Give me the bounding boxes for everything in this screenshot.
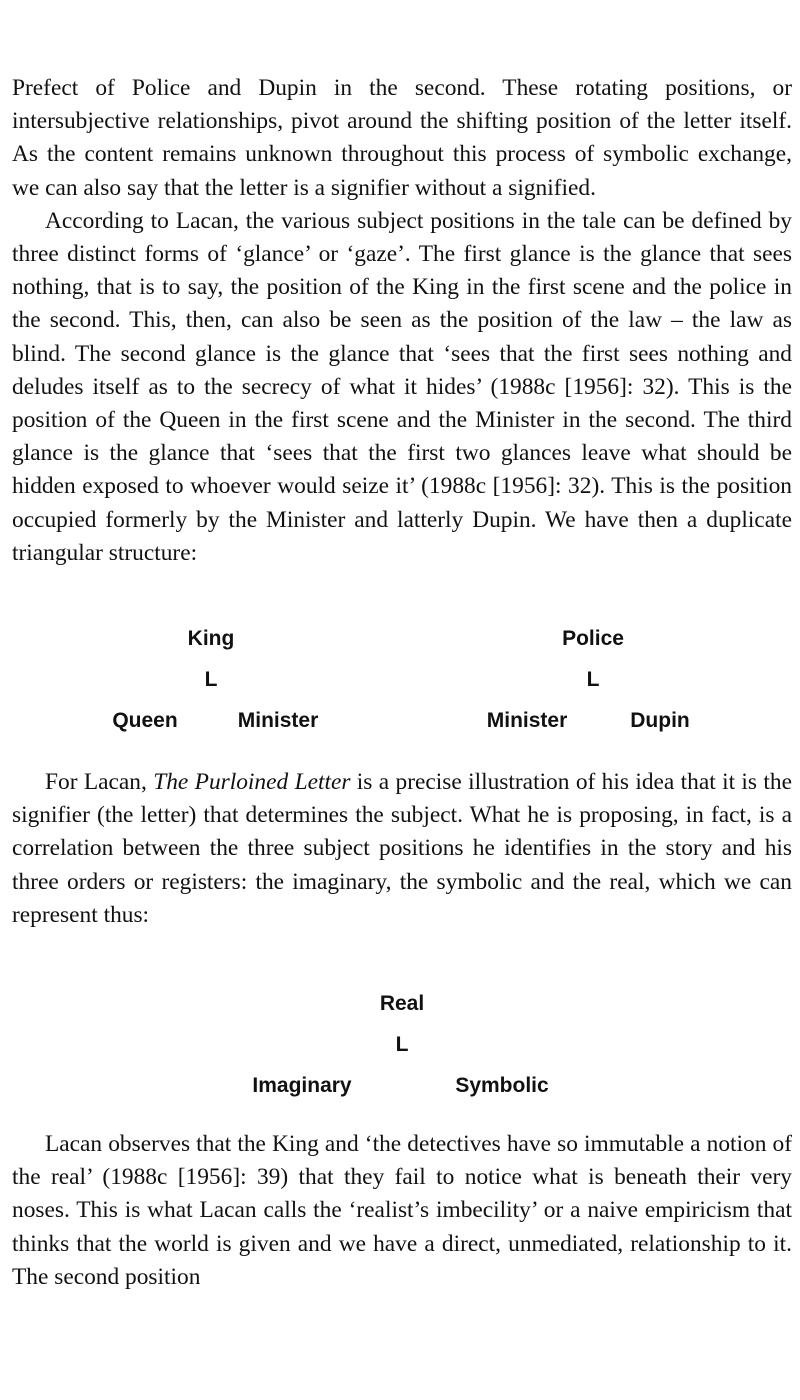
paragraph-1: Prefect of Police and Dupin in the second. These rotating positions, or intersubjective relationships, pivot around the shifting position of the letter itself. As the content remains unknown throughout this process of symbolic exchange, we can also say that the letter is a signifier without a signified. [12,75,792,201]
registers-triangle-diagram [12,932,792,1128]
triangle-1-top-king: King [187,627,235,651]
book-page [12,72,792,1294]
register-top-real: Real [379,992,425,1016]
paragraph-3 [12,766,792,932]
register-bottom-left-imaginary: Imaginary [252,1074,352,1098]
paragraph-4: Lacan observes that the King and ‘the detectives have so immutable a notion of the real’ (1988c [1956]: 39) that they fail to notice what is beneath their very noses. This is what Lacan calls the ‘realist’s imbecility’ or a naive empiricism that thinks that the world is given and we have a direct, unmediated, relationship to it. The second position [12,1131,792,1290]
duplicate-triangle-diagram [12,570,792,766]
triangle-1-bottom-left-queen: Queen [112,709,178,733]
triangle-1-bottom-right-minister: Minister [237,709,319,733]
triangle-1-middle-l: L [204,668,218,692]
paragraph-3-after: is a precise illustration of his idea that it is the signifier (the letter) that determines the subject. What he is proposing, in fact, is a correlation between the three subject positions he identifies in the story and his three orders or registers: the imaginary, the symbolic and the real, which we can represent thus: [12,769,792,928]
triangle-2-bottom-left-minister: Minister [486,709,568,733]
triangle-2-bottom-right-dupin: Dupin [630,709,690,733]
triangle-2-top-police: Police [562,627,624,651]
register-middle-l: L [395,1033,409,1057]
paragraph-3-before: For Lacan, [45,769,154,796]
triangle-2-middle-l: L [586,668,600,692]
purloined-letter-title: The Purloined Letter [153,769,351,796]
paragraph-2: According to Lacan, the various subject positions in the tale can be defined by three distinct forms of ‘glance’ or ‘gaze’. The first glance is the glance that sees nothing, that is to say, the position of the King in the first scene and the police in the second. This, then, can also be seen as the position of the law – the law as blind. The second glance is the glance that ‘sees that the first sees nothing and deludes itself as to the secrecy of what it hides’ (1988c [1956]: 32). This is the position of the Queen in the first scene and the Minister in the second. The third glance is the glance that ‘sees that the first two glances leave what should be hidden exposed to whoever would seize it’ (1988c [1956]: 32). This is the position occupied formerly by the Minister and latterly Dupin. We have then a duplicate triangular structure: [12,207,792,566]
register-bottom-right-symbolic: Symbolic [455,1074,549,1098]
